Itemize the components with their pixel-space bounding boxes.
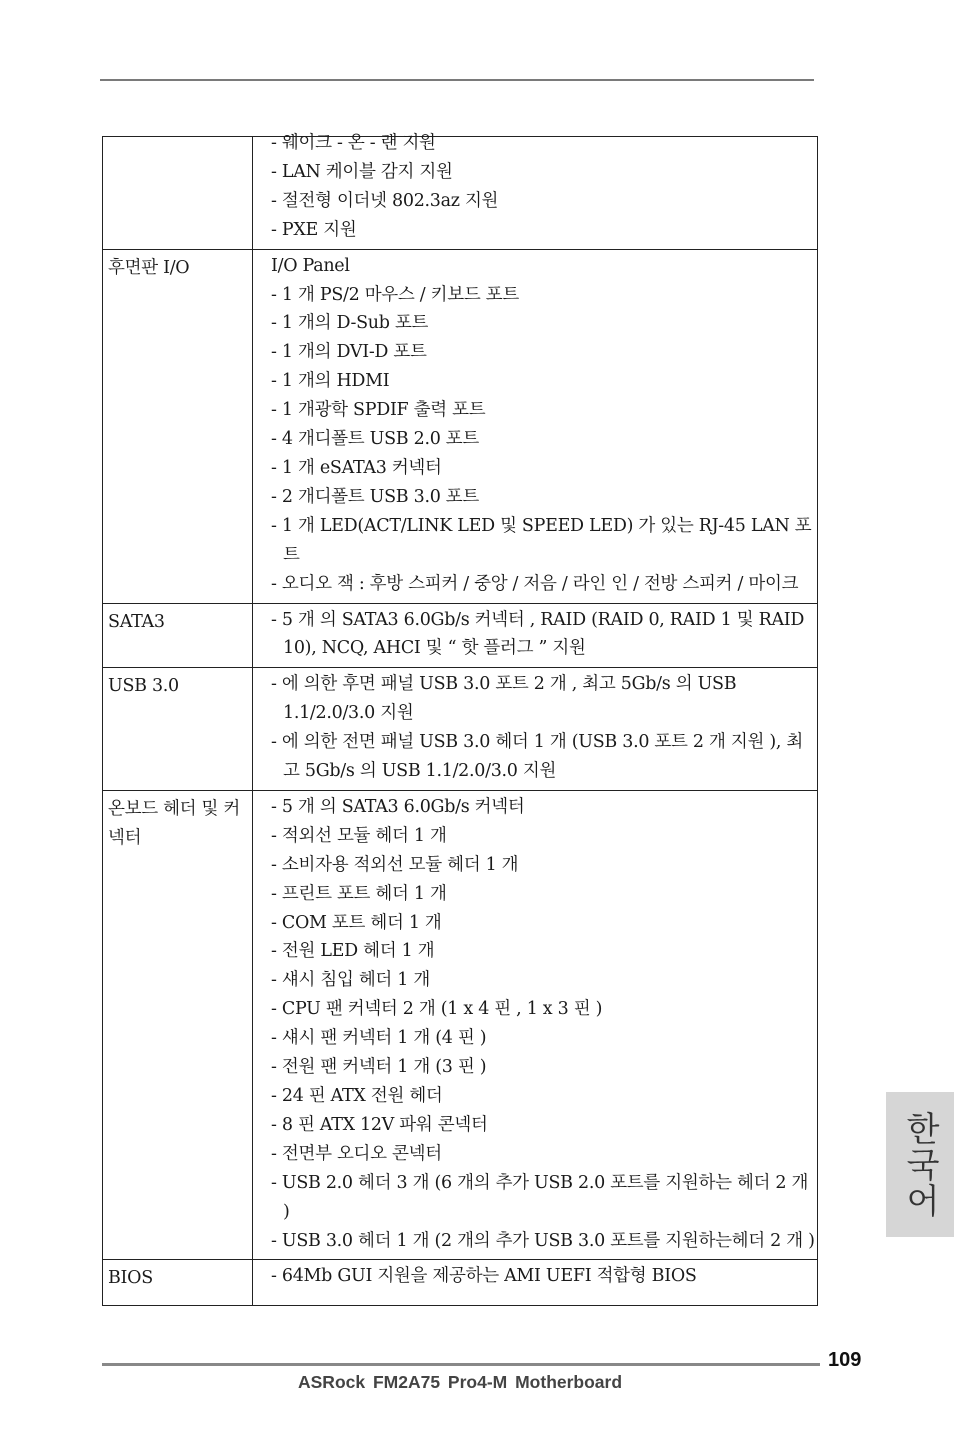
- spec-row-bios: [103, 1259, 817, 1305]
- spec-item: - 1 개 PS/2 마우스 / 키보드 포트: [271, 284, 519, 305]
- spec-item: - CPU 팬 커넥터 2 개 (1 x 4 핀 , 1 x 3 핀 ): [271, 999, 603, 1020]
- spec-item: - 2 개디폴트 USB 3.0 포트: [271, 486, 480, 507]
- spec-row-items: [253, 791, 817, 1260]
- spec-row-label: BIOS: [103, 1260, 253, 1305]
- spec-item: - 오디오 잭 : 후방 스피커 / 중앙 / 저음 / 라인 인 / 전방 스피커 / 마이크: [271, 573, 799, 594]
- spec-item: - LAN 케이블 감지 지원: [271, 161, 453, 182]
- spec-item: - 8 핀 ATX 12V 파워 콘넥터: [271, 1114, 488, 1135]
- spec-item: - USB 2.0 헤더 3 개 (6 개의 추가 USB 2.0 포트를 지원하는 헤더 2 개 ): [271, 1172, 809, 1222]
- spec-item: - 전원 LED 헤더 1 개: [271, 941, 435, 962]
- spec-row-items: [253, 250, 817, 603]
- spec-item: - 적외선 모듈 헤더 1 개: [271, 825, 447, 846]
- spec-row-lan: [103, 133, 817, 249]
- language-tab-label: 한국어: [899, 1110, 940, 1219]
- spec-item: - 에 의한 전면 패널 USB 3.0 헤더 1 개 (USB 3.0 포트 2 개 지원 ), 최고 5Gb/s 의 USB 1.1/2.0/3.0 지원: [271, 732, 804, 782]
- page-number: 109: [828, 1349, 862, 1371]
- spec-item: - COM 포트 헤더 1 개: [271, 912, 442, 933]
- spec-row-items: [253, 133, 817, 249]
- spec-item: - PXE 지원: [271, 219, 357, 240]
- spec-item: - 전원 팬 커넥터 1 개 (3 핀 ): [271, 1057, 487, 1078]
- spec-item: - 5 개 의 SATA3 6.0Gb/s 커넥터 , RAID (RAID 0, RAID 1 및 RAID 10), NCQ, AHCI 및 “ 핫 플러그 ” 지원: [271, 609, 805, 659]
- spec-row-label: 후면판 I/O: [103, 250, 253, 603]
- spec-item: - 1 개광학 SPDIF 출력 포트: [271, 400, 486, 421]
- spec-row-label: 온보드 헤더 및 커넥터: [103, 791, 253, 1260]
- spec-row-headers: [103, 790, 817, 1260]
- spec-item: - 5 개 의 SATA3 6.0Gb/s 커넥터: [271, 796, 525, 817]
- spec-row-sata3: [103, 603, 817, 668]
- spec-item: - 1 개 eSATA3 커넥터: [271, 457, 442, 478]
- spec-item: - 절전형 이더넷 802.3az 지원: [271, 190, 499, 211]
- spec-row-items: [253, 604, 817, 668]
- spec-item: - 에 의한 후면 패널 USB 3.0 포트 2 개 , 최고 5Gb/s 의 USB 1.1/2.0/3.0 지원: [271, 674, 737, 724]
- spec-item: - 프린트 포트 헤더 1 개: [271, 883, 447, 904]
- spec-item: - 전면부 오디오 콘넥터: [271, 1143, 442, 1164]
- spec-item: - 섀시 침입 헤더 1 개: [271, 970, 430, 991]
- spec-item: I/O Panel: [271, 255, 350, 276]
- footer-product-name: ASRock FM2A75 Pro4-M Motherboard: [298, 1372, 623, 1392]
- spec-item: - 1 개 LED(ACT/LINK LED 및 SPEED LED) 가 있는 RJ-45 LAN 포트: [271, 515, 812, 565]
- spec-item: - 웨이크 - 온 - 랜 지원: [271, 133, 436, 153]
- spec-row-items: [253, 668, 817, 790]
- spec-item: - 섀시 팬 커넥터 1 개 (4 핀 ): [271, 1028, 487, 1049]
- spec-row-label: USB 3.0: [103, 668, 253, 790]
- spec-item: - USB 3.0 헤더 1 개 (2 개의 추가 USB 3.0 포트를 지원하는헤더 2 개 ): [271, 1230, 815, 1251]
- spec-row-rear-io: [103, 249, 817, 603]
- top-rule: [100, 79, 814, 81]
- spec-item: - 24 핀 ATX 전원 헤더: [271, 1086, 443, 1106]
- spec-row-label: [103, 137, 253, 249]
- spec-item: - 1 개의 DVI-D 포트: [271, 342, 427, 363]
- bottom-rule: [102, 1363, 820, 1366]
- spec-row-usb3: [103, 667, 817, 790]
- spec-item: - 소비자용 적외선 모듈 헤더 1 개: [271, 854, 519, 875]
- spec-item: - 4 개디폴트 USB 2.0 포트: [271, 429, 480, 450]
- spec-item: - 64Mb GUI 지원을 제공하는 AMI UEFI 적합형 BIOS: [271, 1266, 697, 1287]
- spec-table: [102, 133, 818, 1306]
- spec-item: - 1 개의 D-Sub 포트: [271, 313, 429, 334]
- spec-item: - 1 개의 HDMI: [271, 371, 390, 392]
- spec-row-items: [253, 1260, 817, 1305]
- language-tab: [886, 1092, 954, 1237]
- spec-row-label: SATA3: [103, 604, 253, 668]
